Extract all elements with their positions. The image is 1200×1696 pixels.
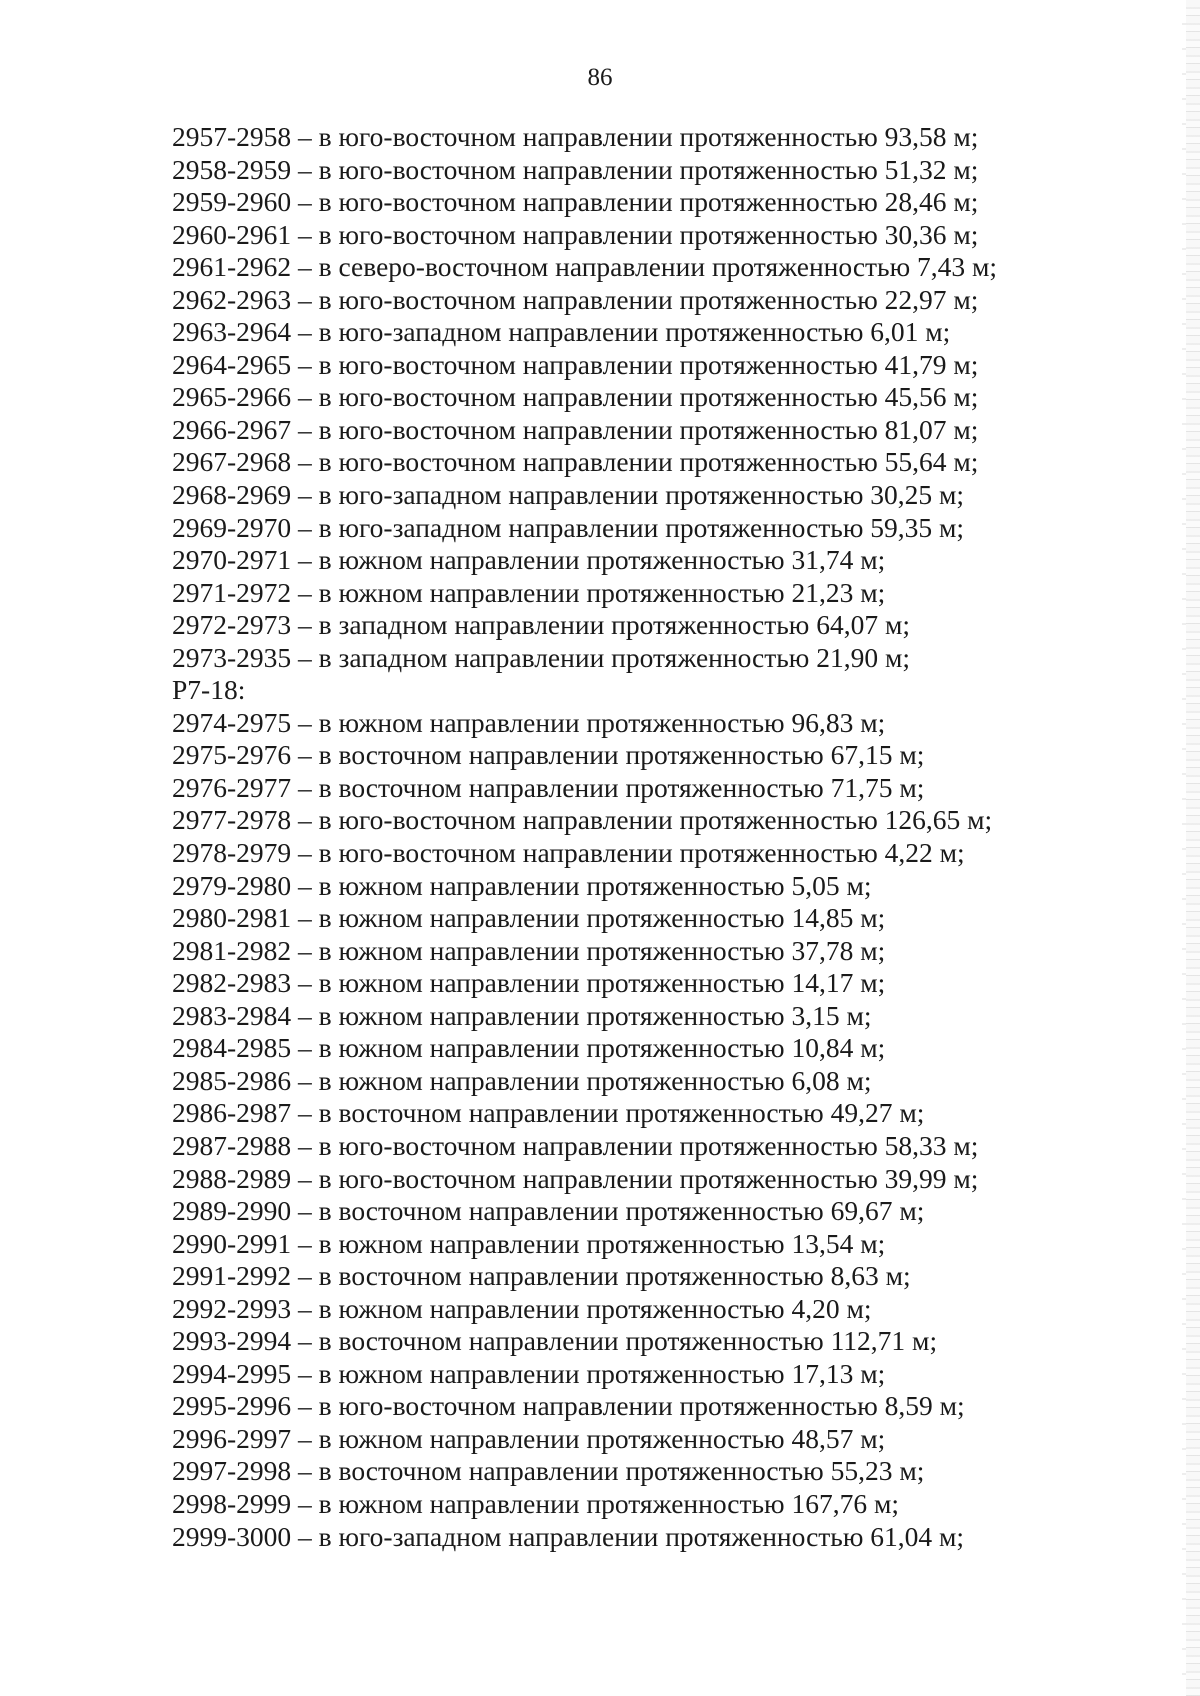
text-line: 2995-2996 – в юго-восточном направлении протяженностью 8,59 м;	[172, 1390, 965, 1422]
text-line: 2958-2959 – в юго-восточном направлении протяженностью 51,32 м;	[172, 153, 979, 185]
section-heading: Р7-18:	[172, 674, 246, 706]
text-line: 2966-2967 – в юго-восточном направлении протяженностью 81,07 м;	[172, 413, 979, 445]
text-line: 2968-2969 – в юго-западном направлении протяженностью 30,25 м;	[172, 479, 965, 511]
text-line: 2994-2995 – в южном направлении протяженностью 17,13 м;	[172, 1357, 886, 1389]
text-line: 2965-2966 – в юго-восточном направлении протяженностью 45,56 м;	[172, 381, 979, 413]
text-line: 2993-2994 – в восточном направлении протяженностью 112,71 м;	[172, 1325, 938, 1357]
text-line: 2974-2975 – в южном направлении протяженностью 96,83 м;	[172, 706, 886, 738]
text-line: 2989-2990 – в восточном направлении протяженностью 69,67 м;	[172, 1195, 925, 1227]
text-line: 2982-2983 – в южном направлении протяженностью 14,17 м;	[172, 967, 886, 999]
text-line: 2957-2958 – в юго-восточном направлении протяженностью 93,58 м;	[172, 121, 979, 152]
text-line: 2991-2992 – в восточном направлении протяженностью 8,63 м;	[172, 1260, 911, 1292]
text-line: 2975-2976 – в восточном направлении протяженностью 67,15 м;	[172, 739, 925, 771]
text-line: 2971-2972 – в южном направлении протяженностью 21,23 м;	[172, 576, 886, 608]
text-line: 2964-2965 – в юго-восточном направлении протяженностью 41,79 м;	[172, 348, 979, 380]
scan-edge-artifact	[1186, 0, 1200, 1696]
text-line: 2978-2979 – в юго-восточном направлении протяженностью 4,22 м;	[172, 837, 965, 869]
text-line: 2996-2997 – в южном направлении протяженностью 48,57 м;	[172, 1422, 886, 1454]
text-line: 2976-2977 – в восточном направлении протяженностью 71,75 м;	[172, 771, 925, 803]
text-line: 2973-2935 – в западном направлении протяженностью 21,90 м;	[172, 641, 911, 673]
text-line: 2992-2993 – в южном направлении протяженностью 4,20 м;	[172, 1292, 872, 1324]
text-line: 2986-2987 – в восточном направлении протяженностью 49,27 м;	[172, 1097, 925, 1129]
text-line: 2960-2961 – в юго-восточном направлении протяженностью 30,36 м;	[172, 218, 979, 250]
text-line: 2983-2984 – в южном направлении протяженностью 3,15 м;	[172, 999, 872, 1031]
document-body	[172, 121, 1102, 1553]
text-line: 2988-2989 – в юго-восточном направлении протяженностью 39,99 м;	[172, 1162, 979, 1194]
text-line: 2999-3000 – в юго-западном направлении протяженностью 61,04 м;	[172, 1520, 965, 1552]
text-line: 2990-2991 – в южном направлении протяженностью 13,54 м;	[172, 1227, 886, 1259]
text-line: 2970-2971 – в южном направлении протяженностью 31,74 м;	[172, 544, 886, 576]
text-line: 2984-2985 – в южном направлении протяженностью 10,84 м;	[172, 1032, 886, 1064]
text-line: 2981-2982 – в южном направлении протяженностью 37,78 м;	[172, 934, 886, 966]
page-number: 86	[587, 64, 613, 91]
text-line: 2959-2960 – в юго-восточном направлении протяженностью 28,46 м;	[172, 186, 979, 218]
text-line: 2998-2999 – в южном направлении протяженностью 167,76 м;	[172, 1487, 900, 1519]
text-line: 2979-2980 – в южном направлении протяженностью 5,05 м;	[172, 869, 872, 901]
text-line: 2962-2963 – в юго-восточном направлении протяженностью 22,97 м;	[172, 283, 979, 315]
text-line: 2961-2962 – в северо-восточном направлении протяженностью 7,43 м;	[172, 251, 998, 283]
text-line: 2987-2988 – в юго-восточном направлении протяженностью 58,33 м;	[172, 1129, 979, 1161]
text-line: 2967-2968 – в юго-восточном направлении протяженностью 55,64 м;	[172, 446, 979, 478]
text-line: 2972-2973 – в западном направлении протяженностью 64,07 м;	[172, 609, 911, 641]
text-line: 2977-2978 – в юго-восточном направлении протяженностью 126,65 м;	[172, 804, 993, 836]
text-line: 2969-2970 – в юго-западном направлении протяженностью 59,35 м;	[172, 511, 965, 543]
text-line: 2963-2964 – в юго-западном направлении протяженностью 6,01 м;	[172, 316, 951, 348]
text-line: 2985-2986 – в южном направлении протяженностью 6,08 м;	[172, 1064, 872, 1096]
text-line: 2997-2998 – в восточном направлении протяженностью 55,23 м;	[172, 1455, 925, 1487]
text-line: 2980-2981 – в южном направлении протяженностью 14,85 м;	[172, 902, 886, 934]
